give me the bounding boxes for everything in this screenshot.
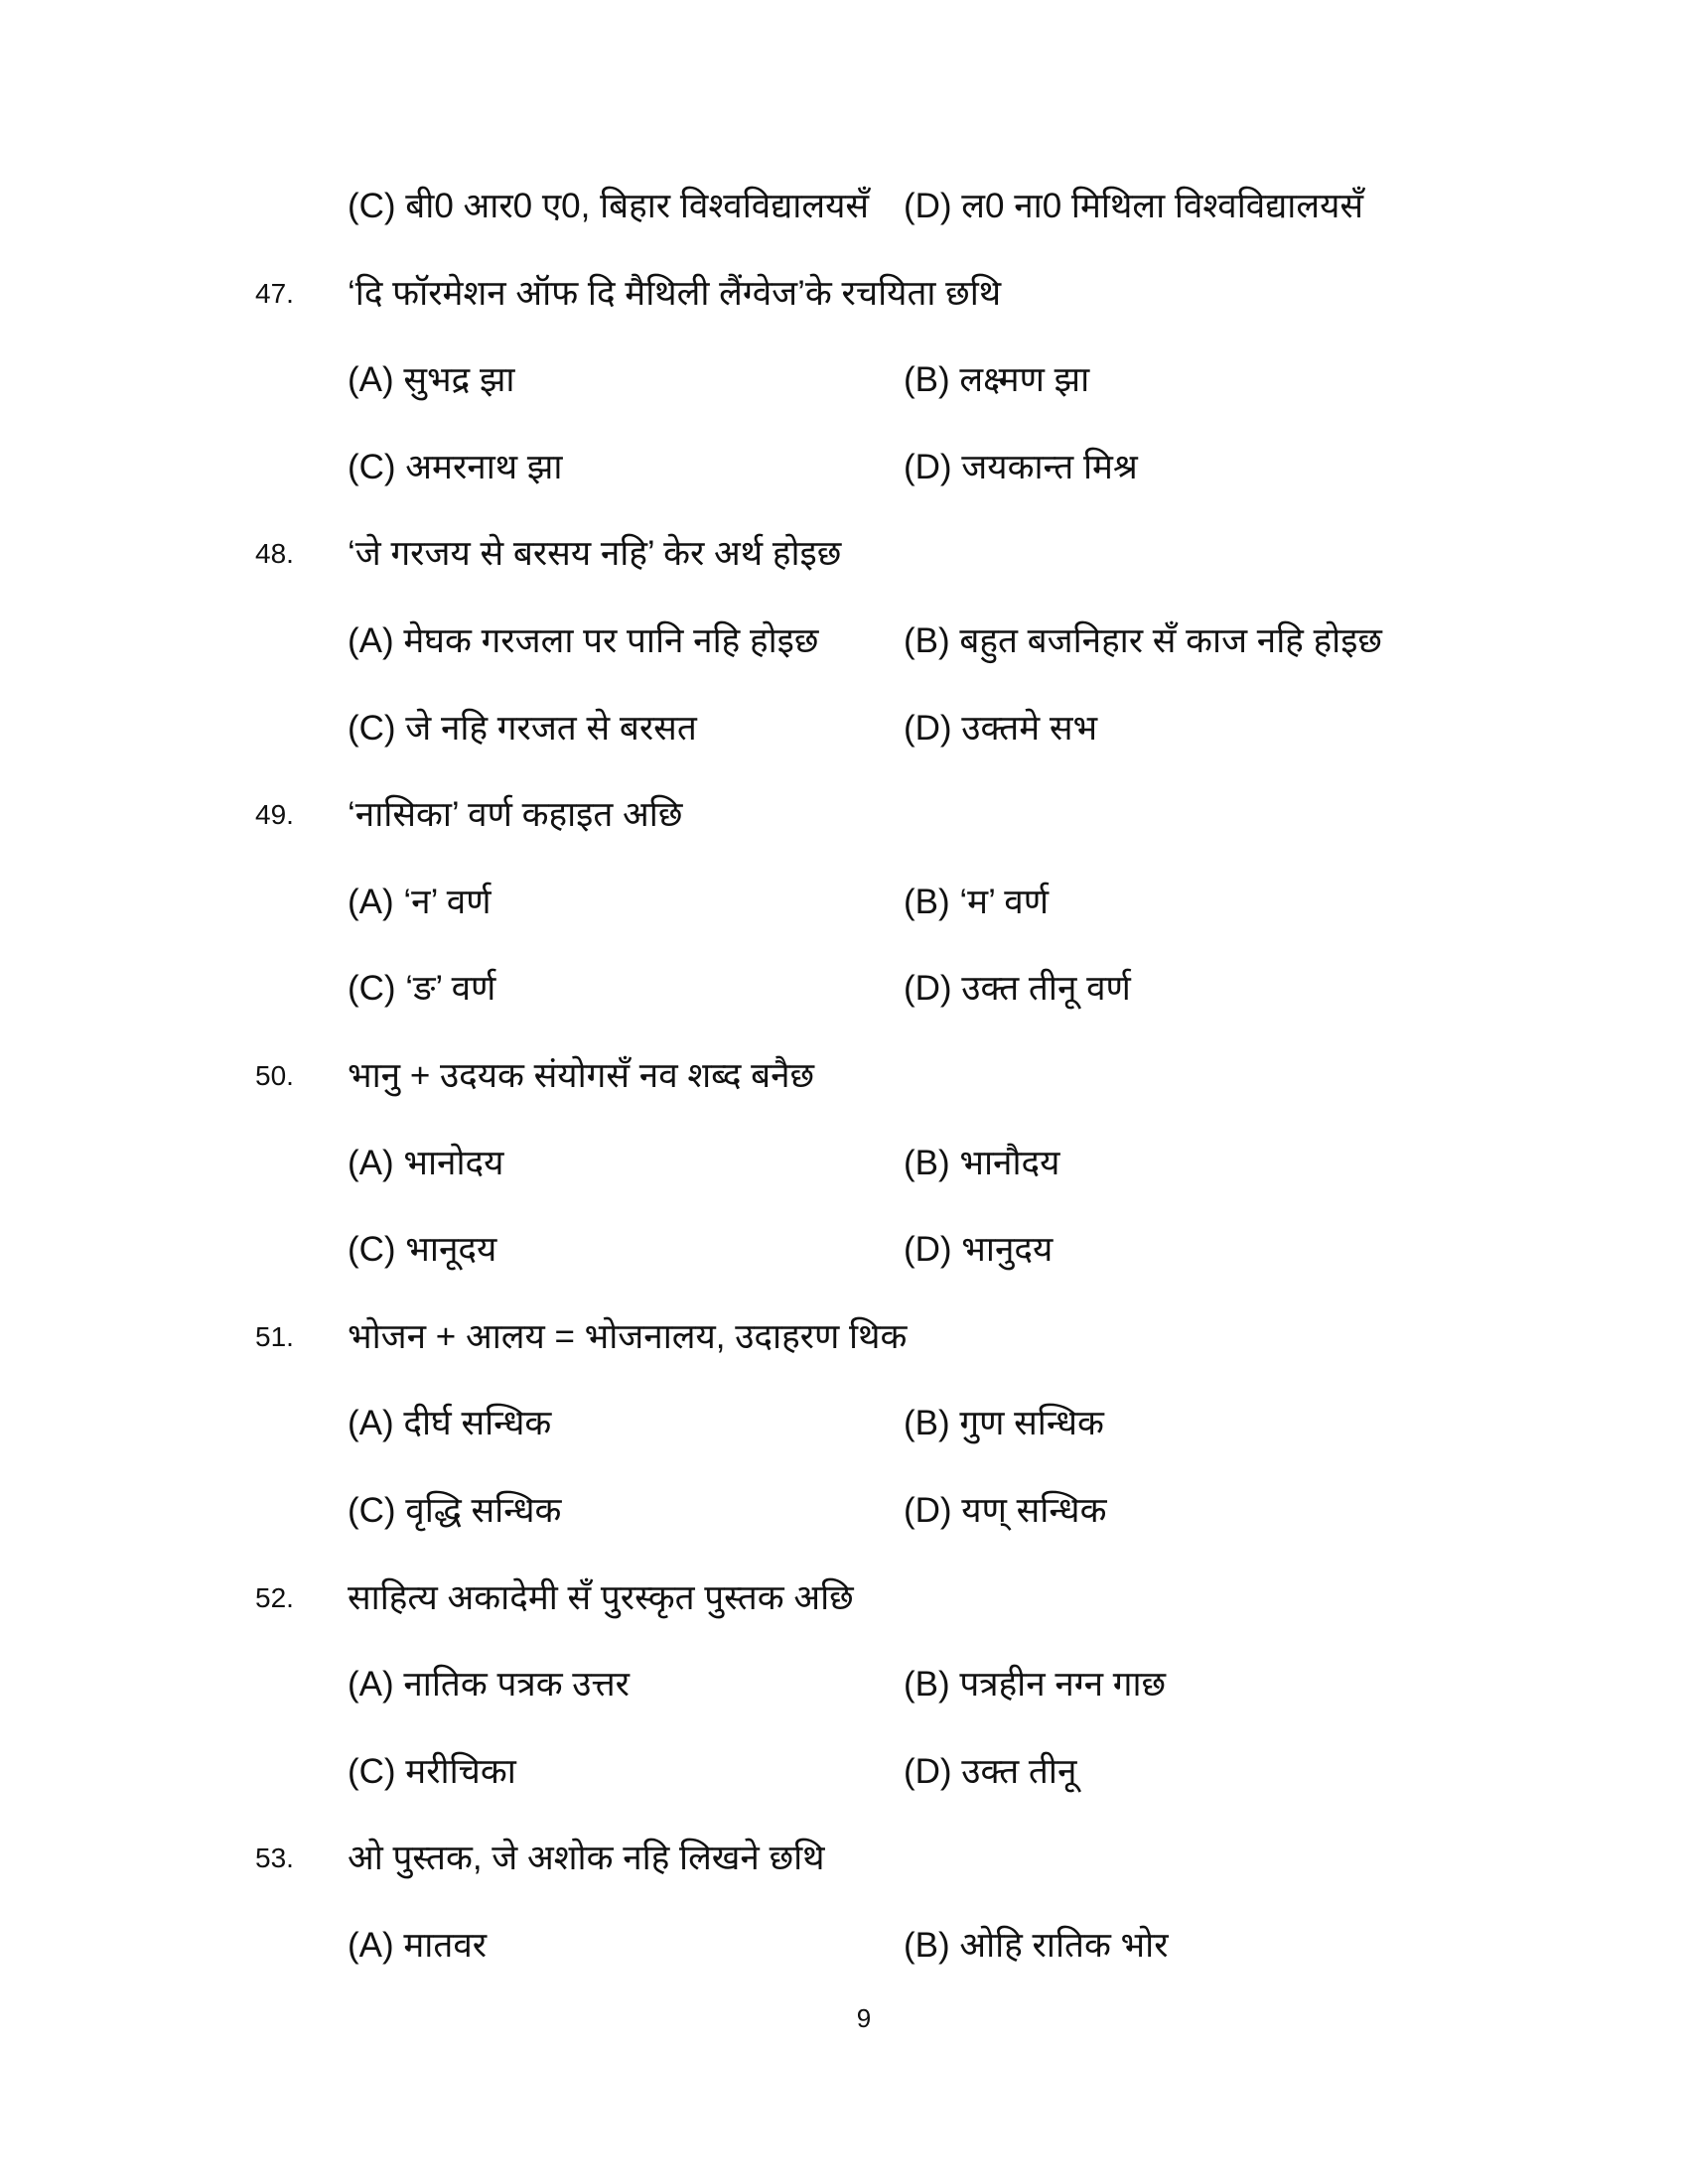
question-number: 48. — [255, 538, 294, 570]
question-row — [0, 1569, 1688, 1628]
options-row — [0, 1481, 1688, 1541]
question-number: 52. — [255, 1581, 294, 1613]
question-number: 47. — [255, 277, 294, 309]
question-number: 53. — [255, 1843, 294, 1874]
option-b: (B) भानौदय — [904, 1143, 1060, 1182]
options-row — [0, 1134, 1688, 1193]
question-number: 49. — [255, 799, 294, 831]
options-row — [0, 438, 1688, 497]
option-c: (C) वृद्धि सन्धिक — [348, 1491, 562, 1530]
question-row — [0, 785, 1688, 845]
option-d: (D) यण् सन्धिक — [904, 1491, 1107, 1530]
question-text: ‘दि फॉरमेशन ऑफ दि मैथिली लैंग्वेज’के रचयिता छथि — [348, 273, 1002, 313]
option-d: (D) उक्त तीनू वर्ण — [904, 969, 1131, 1009]
question-text: ओ पुस्तक, जे अशोक नहि लिखने छथि — [348, 1839, 825, 1878]
option-c: (C) ‘ङ’ वर्ण — [348, 969, 496, 1009]
question-text: भानु + उदयक संयोगसँ नव शब्द बनैछ — [348, 1056, 815, 1095]
question-text: भोजन + आलय = भोजनालय, उदाहरण थिक — [348, 1316, 908, 1356]
options-row — [0, 1742, 1688, 1802]
options-row — [0, 699, 1688, 758]
option-a: (A) सुभद्र झा — [348, 360, 515, 400]
option-c: (C) जे नहि गरजत से बरसत — [348, 708, 697, 748]
option-d: (D) उक्त तीनू — [904, 1751, 1077, 1791]
option-c: (C) भानूदय — [348, 1230, 497, 1270]
option-b: (B) गुण सन्धिक — [904, 1404, 1104, 1443]
option-a: (A) ‘न’ वर्ण — [348, 882, 492, 921]
options-row — [0, 612, 1688, 671]
option-b: (B) पत्रहीन नग्न गाछ — [904, 1665, 1167, 1705]
question-row — [0, 1046, 1688, 1106]
option-a: (A) भानोदय — [348, 1143, 504, 1182]
question-text: ‘नासिका’ वर्ण कहाइत अछि — [348, 795, 683, 835]
question-number: 50. — [255, 1060, 294, 1091]
option-d: (D) भानुदय — [904, 1230, 1054, 1270]
options-row — [0, 1220, 1688, 1280]
options-row — [0, 873, 1688, 932]
options-row — [0, 1394, 1688, 1453]
question-row — [0, 524, 1688, 584]
option-b: (B) बहुत बजनिहार सँ काज नहि होइछ — [904, 621, 1382, 660]
option-c: (C) अमरनाथ झा — [348, 447, 563, 486]
page-number: 9 — [856, 2003, 872, 2033]
question-row — [0, 1307, 1688, 1367]
option-b: (B) ‘म’ वर्ण — [904, 882, 1050, 921]
option-a: (A) दीर्घ सन्धिक — [348, 1404, 552, 1443]
options-row — [0, 1655, 1688, 1714]
option-b: (B) ओहि रातिक भोर — [904, 1926, 1169, 1965]
option-c: (C) बी0 आर0 ए0, बिहार विश्वविद्यालयसँ — [348, 187, 870, 225]
options-row — [0, 959, 1688, 1019]
continuation-options — [0, 177, 1688, 236]
option-a: (A) नातिक पत्रक उत्तर — [348, 1665, 630, 1705]
option-d: (D) उक्तमे सभ — [904, 708, 1098, 748]
options-row — [0, 1916, 1688, 1976]
question-row — [0, 1829, 1688, 1888]
option-a: (A) मातवर — [348, 1926, 488, 1965]
option-c: (C) मरीचिका — [348, 1751, 516, 1791]
options-row — [0, 350, 1688, 410]
option-b: (B) लक्ष्मण झा — [904, 360, 1090, 400]
question-row — [0, 264, 1688, 324]
question-text: ‘जे गरजय से बरसय नहि’ केर अर्थ होइछ — [348, 534, 842, 574]
question-text: साहित्य अकादेमी सँ पुरस्कृत पुस्तक अछि — [348, 1577, 854, 1617]
option-d: (D) जयकान्त मिश्र — [904, 447, 1138, 486]
question-number: 51. — [255, 1320, 294, 1352]
option-a: (A) मेघक गरजला पर पानि नहि होइछ — [348, 621, 819, 660]
option-d: (D) ल0 ना0 मिथिला विश्वविद्यालयसँ — [904, 187, 1364, 225]
